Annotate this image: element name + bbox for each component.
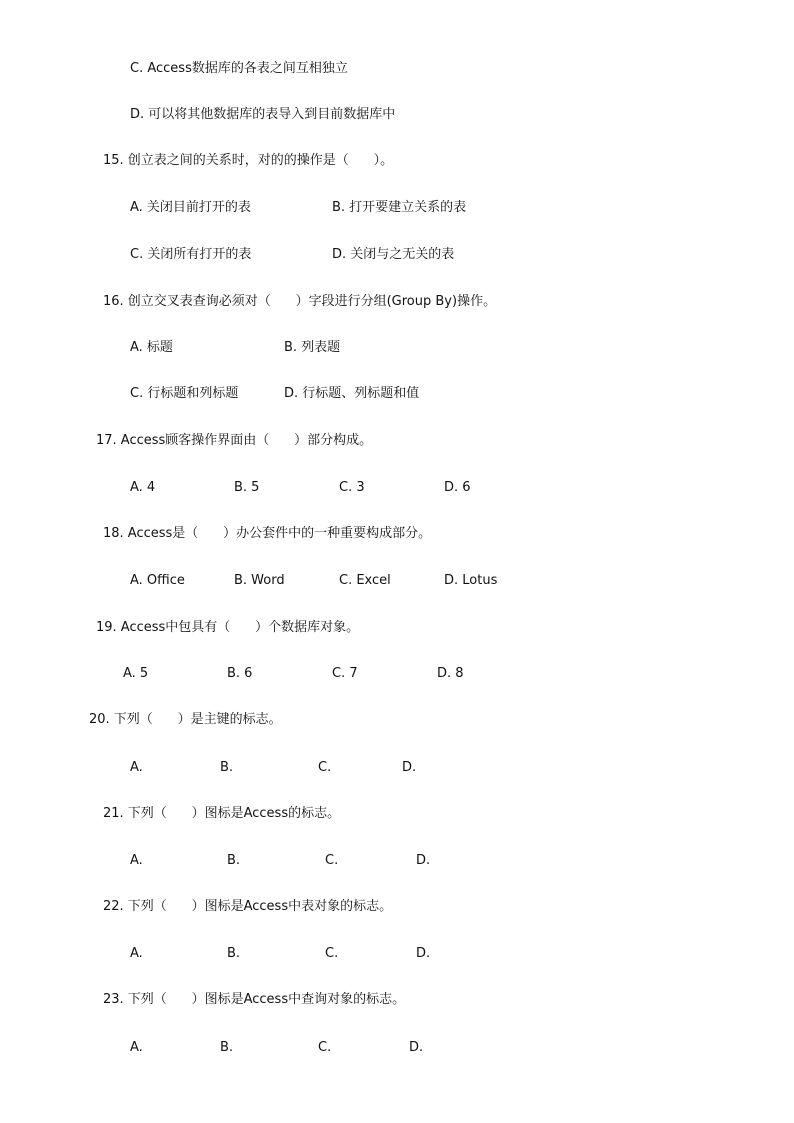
option-c-line: C. Access数据库的各表之间互相独立 xyxy=(130,61,348,76)
q19-option-b: B. 6 xyxy=(227,666,253,681)
q22-option-a: A. xyxy=(130,946,143,961)
q17-option-a: A. 4 xyxy=(130,480,156,495)
question-23: 23. 下列（ ）图标是Access中查询对象的标志。 xyxy=(103,992,406,1007)
q23-option-c: C. xyxy=(318,1040,332,1055)
q17-option-d: D. 6 xyxy=(444,480,471,495)
q16-option-c: C. 行标题和列标题 xyxy=(130,386,239,401)
q16-option-b: B. 列表题 xyxy=(284,340,341,355)
option-d-line: D. 可以将其他数据库的表导入到目前数据库中 xyxy=(130,107,396,122)
q15-option-d: D. 关闭与之无关的表 xyxy=(332,247,455,262)
q21-option-a: A. xyxy=(130,853,143,868)
q15-option-c: C. 关闭所有打开的表 xyxy=(130,247,252,262)
q20-option-a: A. xyxy=(130,760,143,775)
question-20: 20. 下列（ ）是主键的标志。 xyxy=(89,712,282,727)
q23-option-b: B. xyxy=(220,1040,234,1055)
q16-option-a: A. 标题 xyxy=(130,340,173,355)
q19-option-c: C. 7 xyxy=(332,666,358,681)
question-21: 21. 下列（ ）图标是Access的标志。 xyxy=(103,806,341,821)
q23-option-d: D. xyxy=(409,1040,424,1055)
question-22: 22. 下列（ ）图标是Access中表对象的标志。 xyxy=(103,899,393,914)
q20-option-c: C. xyxy=(318,760,332,775)
question-15: 15. 创立表之间的关系时，对的的操作是（ ）。 xyxy=(103,153,394,168)
q21-option-b: B. xyxy=(227,853,241,868)
q17-option-b: B. 5 xyxy=(234,480,260,495)
q17-option-c: C. 3 xyxy=(339,480,365,495)
q20-option-d: D. xyxy=(402,760,417,775)
q22-option-c: C. xyxy=(325,946,339,961)
q22-option-b: B. xyxy=(227,946,241,961)
q20-option-b: B. xyxy=(220,760,234,775)
question-16: 16. 创立交叉表查询必须对（ ）字段进行分组(Group By)操作。 xyxy=(103,294,497,309)
q16-option-d: D. 行标题、列标题和值 xyxy=(284,386,420,401)
question-19: 19. Access中包具有（ ）个数据库对象。 xyxy=(96,620,360,635)
q18-option-d: D. Lotus xyxy=(444,573,498,588)
question-18: 18. Access是（ ）办公套件中的一种重要构成部分。 xyxy=(103,526,432,541)
q19-option-d: D. 8 xyxy=(437,666,464,681)
q18-option-c: C. Excel xyxy=(339,573,391,588)
q21-option-c: C. xyxy=(325,853,339,868)
question-17: 17. Access顾客操作界面由（ ）部分构成。 xyxy=(96,433,373,448)
q15-option-b: B. 打开要建立关系的表 xyxy=(332,200,467,215)
q21-option-d: D. xyxy=(416,853,431,868)
q18-option-b: B. Word xyxy=(234,573,285,588)
q22-option-d: D. xyxy=(416,946,431,961)
q19-option-a: A. 5 xyxy=(123,666,149,681)
q18-option-a: A. Office xyxy=(130,573,185,588)
q15-option-a: A. 关闭目前打开的表 xyxy=(130,200,251,215)
q23-option-a: A. xyxy=(130,1040,143,1055)
